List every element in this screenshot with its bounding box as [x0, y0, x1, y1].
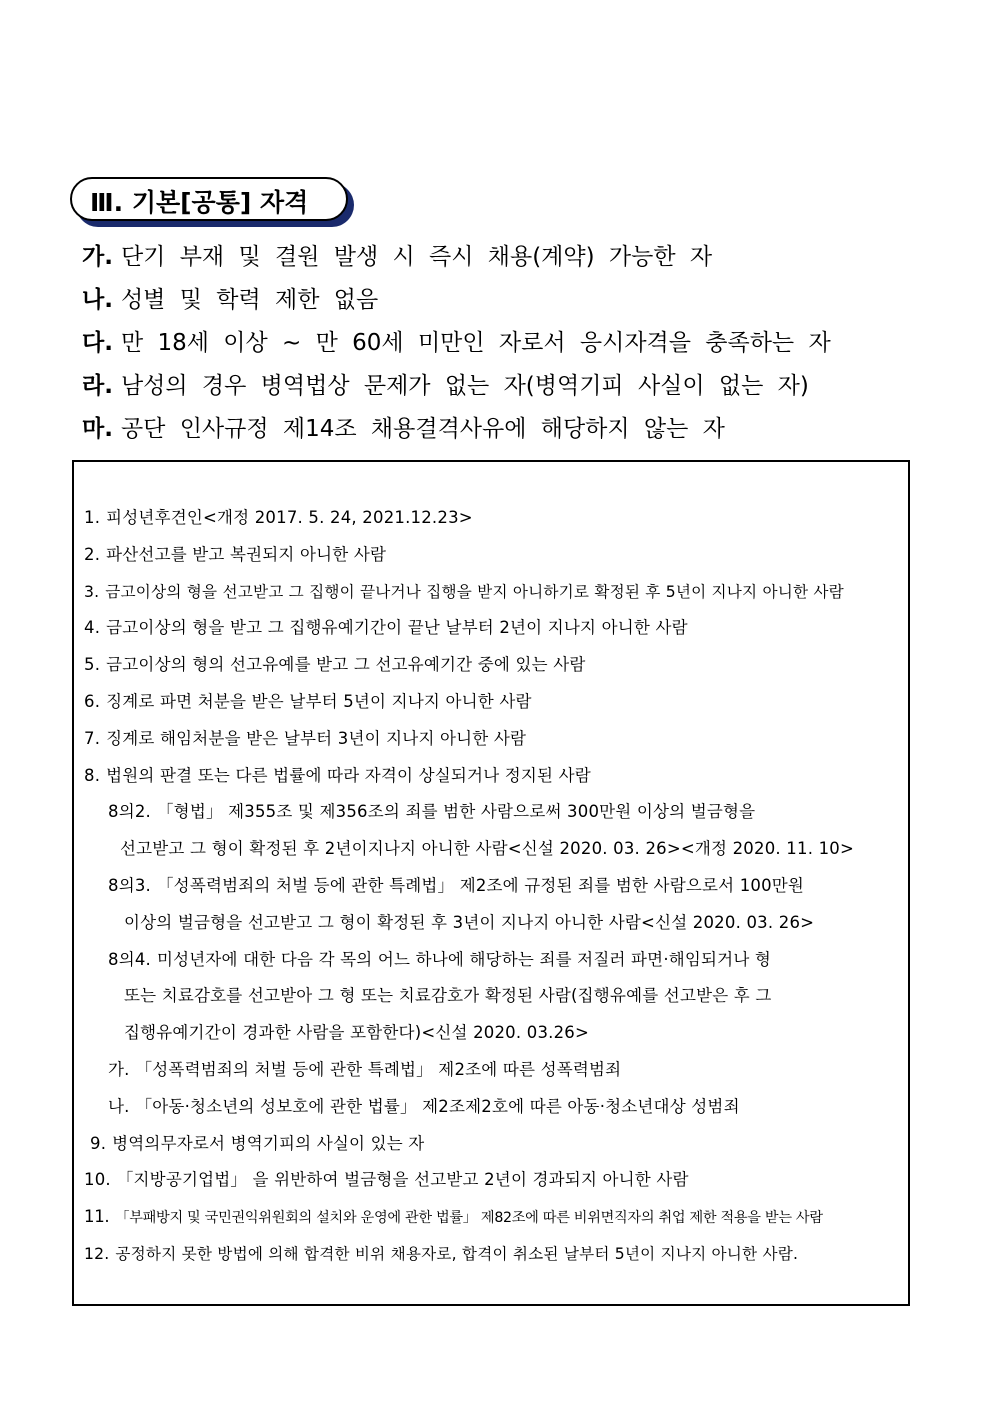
list-item-continuation [84, 905, 898, 942]
item-number: 4. [84, 618, 101, 638]
item-text: 공정하지 못한 방법에 의해 합격한 비위 채용자로, 합격이 취소된 날부터 5년이 지나지 아니한 사람. [115, 1244, 799, 1263]
qualification-item [82, 408, 831, 451]
item-text: 금고이상의 형을 받고 그 집행유예기간이 끝난 날부터 2년이 지나지 아니한 사람 [106, 618, 688, 638]
list-item-continuation [84, 978, 898, 1015]
list-item [84, 610, 898, 647]
disqualification-box [72, 460, 910, 1306]
list-subitem [84, 1052, 898, 1089]
list-item [84, 537, 898, 574]
section-title: Ⅲ. 기본[공통] 자격 [90, 188, 309, 217]
list-item [84, 574, 898, 611]
item-text: 「성폭력범죄의 처벌 등에 관한 특례법」 제2조에 따른 성폭력범죄 [135, 1059, 622, 1079]
item-text: 「성폭력범죄의 처벌 등에 관한 특례법」 제2조에 규정된 죄를 범한 사람으로서 100만원 [156, 875, 805, 895]
item-text: 남성의 경우 병역법상 문제가 없는 자(병역기피 사실이 없는 자) [120, 373, 809, 399]
item-number: 8의4. [108, 949, 151, 969]
section-heading [70, 177, 356, 229]
item-marker: 라. [82, 373, 113, 399]
qualification-list [82, 236, 831, 451]
item-number: 나. [108, 1096, 130, 1116]
item-number: 8의2. [108, 802, 151, 822]
item-marker: 나. [82, 287, 113, 313]
list-item [84, 647, 898, 684]
item-text: 이상의 벌금형을 선고받고 그 형이 확정된 후 3년이 지나지 아니한 사람<신설 2020. 03. 26> [124, 912, 815, 932]
item-number: 10. [84, 1170, 111, 1190]
item-text: 병역의무자로서 병역기피의 사실이 있는 자 [112, 1133, 425, 1153]
item-number: 7. [84, 728, 101, 748]
item-marker: 마. [82, 416, 113, 442]
list-item [84, 500, 898, 537]
item-text: 성별 및 학력 제한 없음 [120, 287, 379, 313]
item-text: 금고이상의 형의 선고유예를 받고 그 선고유예기간 중에 있는 사람 [106, 655, 586, 675]
list-item [84, 868, 898, 905]
item-text: 선고받고 그 형이 확정된 후 2년이지나지 아니한 사람<신설 2020. 03. 26><개정 2020. 11. 10> [120, 839, 855, 859]
list-item [84, 942, 898, 979]
item-text: 만 18세 이상 ~ 만 60세 미만인 자로서 응시자격을 충족하는 자 [120, 330, 831, 356]
item-text: 집행유예기간이 경과한 사람을 포함한다)<신설 2020. 03.26> [124, 1023, 590, 1043]
item-text: 법원의 판결 또는 다른 법률에 따라 자격이 상실되거나 정지된 사람 [106, 765, 591, 785]
item-number: 9. [90, 1133, 107, 1153]
item-text: 「아동·청소년의 성보호에 관한 법률」 제2조제2호에 따른 아동·청소년대상 성범죄 [135, 1096, 740, 1116]
list-item [84, 1162, 898, 1199]
item-number: 8. [84, 765, 101, 785]
item-number: 12. [84, 1244, 110, 1263]
item-number: 3. [84, 582, 100, 601]
disqualification-list [84, 500, 898, 1273]
item-number: 2. [84, 544, 101, 564]
item-text: 단기 부재 및 결원 발생 시 즉시 채용(계약) 가능한 자 [120, 244, 713, 270]
qualification-item [82, 279, 831, 322]
list-item [84, 1126, 898, 1163]
list-item [84, 1236, 898, 1273]
list-item [84, 1199, 898, 1236]
item-number: 1. [84, 508, 101, 527]
item-text: 징계로 파면 처분을 받은 날부터 5년이 지나지 아니한 사람 [106, 691, 532, 711]
item-text: 공단 인사규정 제14조 채용결격사유에 해당하지 않는 자 [120, 416, 725, 442]
qualification-item [82, 322, 831, 365]
list-item [84, 794, 898, 831]
list-item-continuation [84, 1015, 898, 1052]
qualification-item [82, 365, 831, 408]
item-text: 또는 치료감호를 선고받아 그 형 또는 치료감호가 확정된 사람(집행유예를 선고받은 후 그 [124, 986, 772, 1006]
item-number: 8의3. [108, 875, 151, 895]
item-number: 6. [84, 691, 101, 711]
list-item-continuation [84, 831, 898, 868]
list-item [84, 758, 898, 795]
item-text: 「형법」 제355조 및 제356조의 죄를 범한 사람으로써 300만원 이상의 벌금형을 [156, 802, 756, 822]
qualification-item [82, 236, 831, 279]
item-marker: 가. [82, 244, 113, 270]
item-number: 가. [108, 1059, 130, 1079]
item-text: 징계로 해임처분을 받은 날부터 3년이 지나지 아니한 사람 [106, 728, 527, 748]
list-item [84, 684, 898, 721]
item-number: 11. [84, 1207, 110, 1227]
item-text: 미성년자에 대한 다음 각 목의 어느 하나에 해당하는 죄를 저질러 파면·해임되거나 형 [156, 949, 772, 969]
item-text: 금고이상의 형을 선고받고 그 집행이 끝나거나 집행을 받지 아니하기로 확정된 후 5년이 지나지 아니한 사람 [105, 582, 844, 601]
list-item [84, 721, 898, 758]
item-text: 피성년후견인<개정 2017. 5. 24, 2021.12.23> [106, 508, 473, 527]
item-text: 파산선고를 받고 복권되지 아니한 사람 [106, 544, 387, 564]
item-text: 「부패방지 및 국민권익위원회의 설치와 운영에 관한 법률」 제82조에 따른 비위면직자의 취업 제한 적용을 받는 사람 [115, 1210, 823, 1227]
item-number: 5. [84, 655, 101, 675]
item-text: 「지방공기업법」 을 위반하여 벌금형을 선고받고 2년이 경과되지 아니한 사람 [116, 1170, 689, 1190]
item-marker: 다. [82, 330, 113, 356]
list-subitem [84, 1089, 898, 1126]
